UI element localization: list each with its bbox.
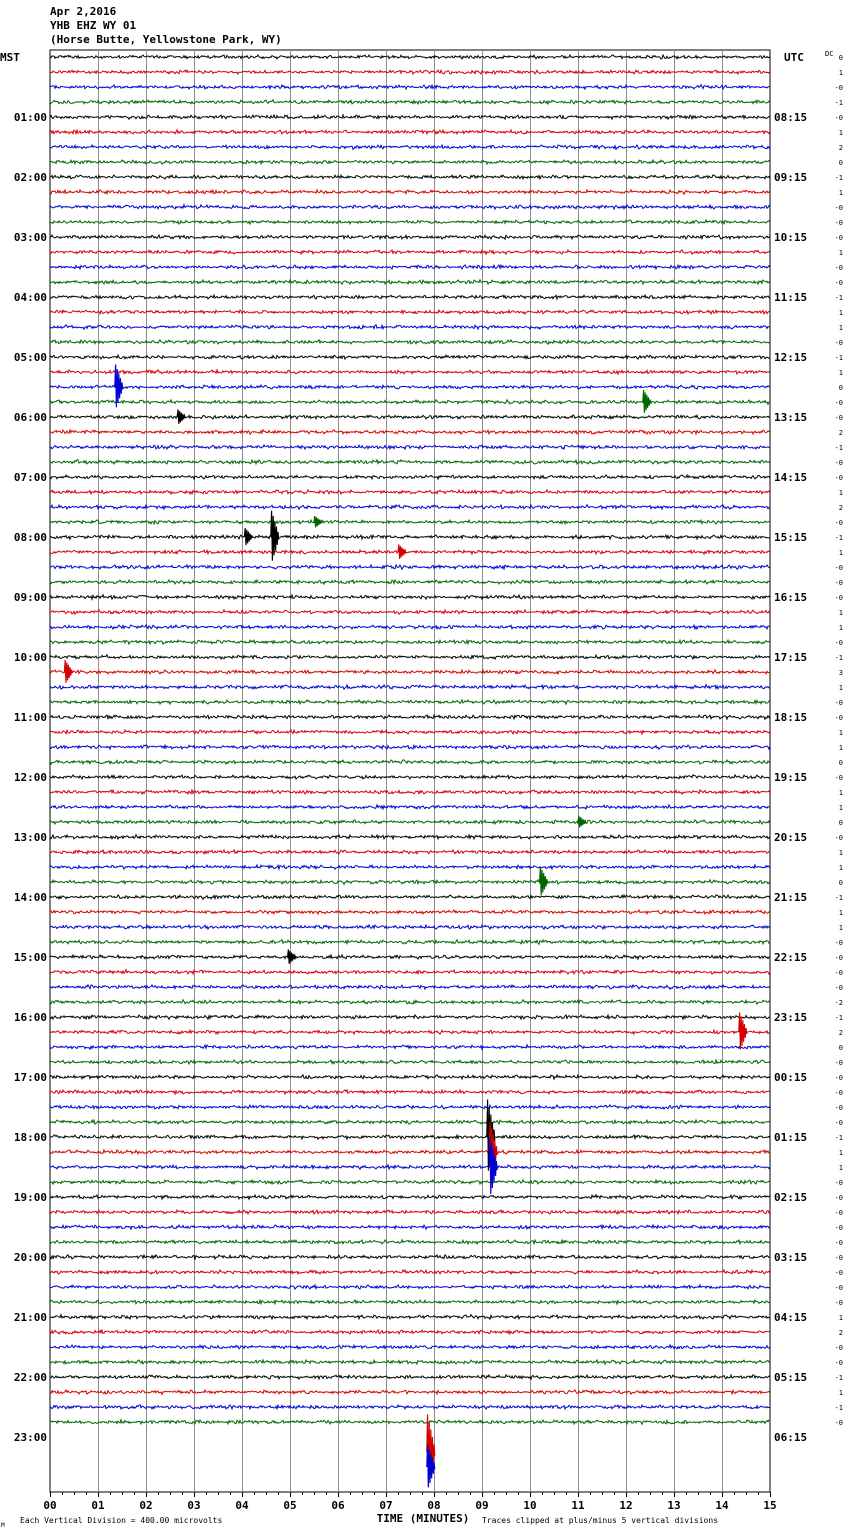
dc-offset-value: -0 (834, 1299, 843, 1307)
utc-hour-label: 13:15 (774, 411, 808, 424)
mst-hour-label: 03:00 (13, 231, 47, 244)
utc-hour-label: 08:15 (774, 111, 808, 124)
dc-offset-value: 1 (838, 684, 843, 692)
dc-offset-value: -0 (834, 564, 843, 572)
dc-offset-value: -0 (834, 1284, 843, 1292)
dc-offset-value: -1 (834, 1134, 843, 1142)
dc-offset-value: 1 (838, 789, 843, 797)
mst-hour-label: 21:00 (13, 1311, 47, 1324)
x-tick-label: 07 (379, 1499, 393, 1512)
seismic-trace (50, 1255, 770, 1259)
seismic-trace (50, 235, 770, 239)
seismic-event (64, 660, 72, 683)
seismic-trace (50, 1060, 770, 1064)
x-tick-label: 13 (667, 1499, 681, 1512)
mst-hour-label: 14:00 (13, 891, 47, 904)
utc-hour-label: 12:15 (774, 351, 808, 364)
dc-offset-value: -0 (834, 459, 843, 467)
seismic-trace (50, 655, 770, 659)
dc-offset-value: 1 (838, 129, 843, 137)
utc-hour-label: 02:15 (774, 1191, 808, 1204)
seismic-trace (50, 1195, 770, 1199)
mst-hour-label: 05:00 (13, 351, 47, 364)
dc-offset-value: -1 (834, 1374, 843, 1382)
utc-hour-label: 11:15 (774, 291, 808, 304)
seismic-trace (50, 1345, 770, 1349)
mst-hour-label: 09:00 (13, 591, 47, 604)
seismic-event (244, 528, 252, 545)
utc-hour-label: 15:15 (774, 531, 808, 544)
dc-offset-value: 2 (838, 504, 843, 512)
utc-hour-label: 18:15 (774, 711, 808, 724)
seismic-trace (50, 250, 770, 254)
seismic-trace (50, 70, 770, 74)
dc-offset-value: -1 (834, 894, 843, 902)
seismic-trace (50, 1090, 770, 1094)
x-tick-label: 08 (427, 1499, 441, 1512)
seismic-trace (50, 1180, 770, 1184)
x-tick-label: 06 (331, 1499, 345, 1512)
seismic-trace (50, 445, 770, 449)
seismic-trace (50, 205, 770, 209)
seismic-trace (50, 685, 770, 690)
dc-offset-value: -0 (834, 339, 843, 347)
seismic-trace (50, 190, 770, 194)
seismic-trace (50, 595, 770, 599)
seismic-trace (50, 1315, 770, 1320)
dc-offset-value: -0 (834, 1344, 843, 1352)
seismic-trace (50, 700, 770, 704)
seismic-trace (50, 265, 770, 269)
seismic-trace (50, 1285, 770, 1289)
dc-offset-value: -0 (834, 204, 843, 212)
dc-offset-value: -0 (834, 264, 843, 272)
seismic-trace (50, 760, 770, 764)
dc-offset-value: -0 (834, 474, 843, 482)
dc-offset-value: -0 (834, 1269, 843, 1277)
mst-hour-label: 10:00 (13, 651, 47, 664)
seismic-trace (50, 1405, 770, 1409)
seismic-trace (50, 325, 770, 329)
dc-offset-value: -0 (834, 1359, 843, 1367)
x-tick-label: 10 (523, 1499, 537, 1512)
seismic-trace (50, 805, 770, 809)
mst-hour-label: 16:00 (13, 1011, 47, 1024)
dc-offset-value: 1 (838, 189, 843, 197)
utc-axis-label: UTC (784, 51, 804, 64)
dc-offset-value: -0 (834, 1089, 843, 1097)
x-tick-label: 00 (43, 1499, 57, 1512)
seismic-event (643, 390, 651, 413)
seismic-trace (50, 175, 770, 179)
dc-offset-value: -0 (834, 984, 843, 992)
dc-offset-value: 1 (838, 1149, 843, 1157)
seismic-trace (50, 160, 770, 164)
dc-offset-value: -0 (834, 219, 843, 227)
dc-offset-value: -0 (834, 579, 843, 587)
seismic-trace (50, 625, 770, 629)
dc-offset-value: -1 (834, 1404, 843, 1412)
utc-hour-label: 16:15 (774, 591, 808, 604)
dc-offset-value: -0 (834, 714, 843, 722)
seismic-trace (50, 1360, 770, 1364)
dc-offset-value: 1 (838, 864, 843, 872)
dc-offset-value: 2 (838, 144, 843, 152)
seismic-event (578, 816, 586, 827)
dc-offset-value: 0 (838, 54, 843, 62)
corner-mark: M (1, 1522, 5, 1529)
dc-offset-value: 1 (838, 1389, 843, 1397)
seismic-trace (50, 430, 770, 435)
seismic-trace (50, 955, 770, 959)
seismic-trace (50, 1000, 770, 1004)
seismic-trace (50, 100, 770, 104)
dc-offset-value: -0 (834, 939, 843, 947)
utc-hour-label: 10:15 (774, 231, 808, 244)
dc-offset-value: 0 (838, 879, 843, 887)
seismic-trace (50, 880, 770, 884)
seismic-trace (50, 715, 770, 719)
dc-offset-value: 1 (838, 609, 843, 617)
dc-offset-value: 1 (838, 549, 843, 557)
utc-hour-label: 06:15 (774, 1431, 808, 1444)
seismic-trace (50, 820, 770, 824)
seismic-trace (50, 640, 770, 644)
dc-offset-value: 2 (838, 1029, 843, 1037)
x-tick-label: 15 (763, 1499, 777, 1512)
dc-offset-value: 0 (838, 384, 843, 392)
dc-offset-value: 1 (838, 924, 843, 932)
dc-offset-value: -0 (834, 234, 843, 242)
dc-offset-value: -1 (834, 174, 843, 182)
mst-hour-label: 23:00 (13, 1431, 47, 1444)
seismic-trace (50, 460, 770, 464)
seismic-trace (50, 385, 770, 389)
seismic-trace (50, 610, 770, 615)
dc-offset-value: 1 (838, 624, 843, 632)
mst-hour-label: 17:00 (13, 1071, 47, 1084)
seismic-trace (50, 1030, 770, 1034)
dc-offset-value: -0 (834, 1224, 843, 1232)
seismic-trace (50, 115, 770, 119)
dc-offset-value: 1 (838, 849, 843, 857)
seismic-trace (50, 355, 770, 359)
dc-offset-value: -1 (834, 294, 843, 302)
dc-offset-value: -0 (834, 1254, 843, 1262)
seismic-event (540, 867, 548, 896)
seismic-trace (50, 745, 770, 749)
seismic-event (271, 511, 279, 561)
x-tick-label: 03 (187, 1499, 201, 1512)
seismic-trace (50, 55, 770, 59)
dc-offset-value: 1 (838, 744, 843, 752)
utc-hour-label: 05:15 (774, 1371, 808, 1384)
seismic-event (739, 1013, 747, 1050)
utc-hour-label: 22:15 (774, 951, 808, 964)
utc-hour-label: 19:15 (774, 771, 808, 784)
x-axis-label: TIME (MINUTES) (376, 1512, 470, 1525)
seismic-trace (50, 1075, 770, 1079)
mst-hour-label: 19:00 (13, 1191, 47, 1204)
dc-offset-value: -0 (834, 834, 843, 842)
seismic-trace (50, 1300, 770, 1304)
mst-hour-label: 11:00 (13, 711, 47, 724)
utc-hour-label: 09:15 (774, 171, 808, 184)
seismic-trace (50, 550, 770, 554)
dc-offset-value: -0 (834, 639, 843, 647)
dc-offset-value: 1 (838, 1164, 843, 1172)
utc-hour-label: 14:15 (774, 471, 808, 484)
mst-hour-label: 01:00 (13, 111, 47, 124)
x-tick-label: 12 (619, 1499, 633, 1512)
seismic-trace (50, 535, 770, 539)
mst-hour-label: 20:00 (13, 1251, 47, 1264)
utc-hour-label: 00:15 (774, 1071, 808, 1084)
dc-offset-value: 1 (838, 729, 843, 737)
seismic-trace (50, 1420, 770, 1424)
dc-offset-value: -0 (834, 954, 843, 962)
seismic-trace (50, 1225, 770, 1229)
dc-offset-label: DC (825, 50, 834, 58)
station-id: YHB EHZ WY 01 (50, 19, 137, 32)
seismic-trace (50, 1330, 770, 1334)
dc-offset-value: -0 (834, 279, 843, 287)
plot-frame (50, 50, 770, 1492)
clip-note: Traces clipped at plus/minus 5 vertical divisions (482, 1516, 719, 1525)
seismic-trace (50, 670, 770, 674)
utc-hour-label: 04:15 (774, 1311, 808, 1324)
dc-offset-value: -0 (834, 399, 843, 407)
x-tick-label: 11 (571, 1499, 585, 1512)
seismic-trace (50, 775, 770, 779)
dc-offset-value: 1 (838, 1314, 843, 1322)
dc-offset-value: -0 (834, 699, 843, 707)
dc-offset-value: 1 (838, 369, 843, 377)
dc-offset-value: 3 (838, 669, 843, 677)
dc-offset-value: 2 (838, 1329, 843, 1337)
dc-offset-value: -0 (834, 84, 843, 92)
record-date: Apr 2,2016 (50, 5, 117, 18)
x-tick-label: 04 (235, 1499, 249, 1512)
seismic-trace (50, 790, 770, 794)
seismic-trace (50, 1390, 770, 1394)
seismic-trace (50, 1210, 770, 1214)
seismic-trace (50, 1240, 770, 1244)
dc-offset-value: -0 (834, 1119, 843, 1127)
seismic-trace (50, 520, 770, 524)
mst-hour-label: 18:00 (13, 1131, 47, 1144)
dc-offset-value: -0 (834, 969, 843, 977)
seismic-trace (50, 310, 770, 314)
dc-offset-value: 0 (838, 819, 843, 827)
dc-offset-value: -1 (834, 354, 843, 362)
dc-offset-value: 0 (838, 759, 843, 767)
seismic-trace (50, 130, 770, 134)
seismic-trace (50, 1135, 770, 1139)
mst-hour-label: 04:00 (13, 291, 47, 304)
seismic-trace (50, 985, 770, 989)
seismic-trace (50, 490, 770, 494)
dc-offset-value: -1 (834, 99, 843, 107)
utc-hour-label: 03:15 (774, 1251, 808, 1264)
utc-hour-label: 21:15 (774, 891, 808, 904)
dc-offset-value: -0 (834, 1074, 843, 1082)
seismic-event (288, 950, 296, 964)
seismic-event (177, 410, 185, 424)
dc-offset-value: 1 (838, 489, 843, 497)
dc-offset-value: -0 (834, 774, 843, 782)
dc-offset-value: -1 (834, 444, 843, 452)
seismic-trace (50, 1120, 770, 1124)
dc-offset-value: -0 (834, 1059, 843, 1067)
seismic-trace (50, 940, 770, 945)
mst-hour-label: 22:00 (13, 1371, 47, 1384)
dc-offset-value: 1 (838, 324, 843, 332)
dc-offset-value: 1 (838, 804, 843, 812)
dc-offset-value: -2 (834, 999, 843, 1007)
seismic-trace (50, 865, 770, 869)
seismic-trace (50, 970, 770, 974)
utc-hour-label: 20:15 (774, 831, 808, 844)
dc-offset-value: 0 (838, 1044, 843, 1052)
x-tick-label: 05 (283, 1499, 297, 1512)
seismic-trace (50, 850, 770, 854)
seismic-trace (50, 1045, 770, 1049)
seismic-trace (50, 1165, 770, 1170)
seismic-trace (50, 295, 770, 299)
seismic-trace (50, 910, 770, 914)
dc-offset-value: 1 (838, 909, 843, 917)
seismic-trace (50, 580, 770, 584)
seismic-trace (50, 1270, 770, 1274)
seismic-trace (50, 1105, 770, 1109)
mst-hour-label: 02:00 (13, 171, 47, 184)
dc-offset-value: -0 (834, 414, 843, 422)
utc-hour-label: 01:15 (774, 1131, 808, 1144)
dc-offset-value: -0 (834, 1104, 843, 1112)
seismic-trace (50, 415, 770, 419)
seismic-trace (50, 475, 770, 479)
seismic-trace (50, 1375, 770, 1379)
dc-offset-value: 1 (838, 309, 843, 317)
dc-offset-value: 1 (838, 69, 843, 77)
seismic-trace (50, 1015, 770, 1019)
seismic-trace (50, 925, 770, 929)
utc-hour-label: 23:15 (774, 1011, 808, 1024)
x-tick-label: 09 (475, 1499, 489, 1512)
seismic-trace (50, 220, 770, 224)
dc-offset-value: -0 (834, 1194, 843, 1202)
seismic-trace (50, 565, 770, 569)
dc-offset-value: 2 (838, 429, 843, 437)
dc-offset-value: -0 (834, 1179, 843, 1187)
seismic-trace (50, 85, 770, 89)
dc-offset-value: -0 (834, 519, 843, 527)
station-location: (Horse Butte, Yellowstone Park, WY) (50, 33, 282, 46)
dc-offset-value: -0 (834, 1209, 843, 1217)
seismic-event (398, 545, 406, 559)
seismic-trace (50, 340, 770, 344)
dc-offset-value: -0 (834, 114, 843, 122)
utc-hour-label: 17:15 (774, 651, 808, 664)
mst-hour-label: 12:00 (13, 771, 47, 784)
scale-note: Each Vertical Division = 400.00 microvolts (20, 1516, 223, 1525)
mst-hour-label: 08:00 (13, 531, 47, 544)
x-tick-label: 02 (139, 1499, 153, 1512)
x-tick-label: 01 (91, 1499, 105, 1512)
mst-hour-label: 15:00 (13, 951, 47, 964)
mst-hour-label: 13:00 (13, 831, 47, 844)
seismic-trace (50, 400, 770, 405)
dc-offset-value: 0 (838, 159, 843, 167)
mst-axis-label: MST (0, 51, 20, 64)
seismic-trace (50, 895, 770, 899)
dc-offset-value: 1 (838, 249, 843, 257)
dc-offset-value: -1 (834, 534, 843, 542)
mst-hour-label: 06:00 (13, 411, 47, 424)
dc-offset-value: -1 (834, 654, 843, 662)
seismic-trace (50, 370, 770, 374)
dc-offset-value: -0 (834, 1239, 843, 1247)
seismic-event (314, 516, 322, 527)
dc-offset-value: -0 (834, 594, 843, 602)
mst-hour-label: 07:00 (13, 471, 47, 484)
seismic-trace (50, 280, 770, 284)
seismic-trace (50, 730, 770, 734)
dc-offset-value: -1 (834, 1014, 843, 1022)
seismic-trace (50, 1150, 770, 1154)
dc-offset-value: -0 (834, 1419, 843, 1427)
x-tick-label: 14 (715, 1499, 729, 1512)
seismic-trace (50, 835, 770, 839)
seismic-trace (50, 505, 770, 510)
seismic-trace (50, 145, 770, 149)
